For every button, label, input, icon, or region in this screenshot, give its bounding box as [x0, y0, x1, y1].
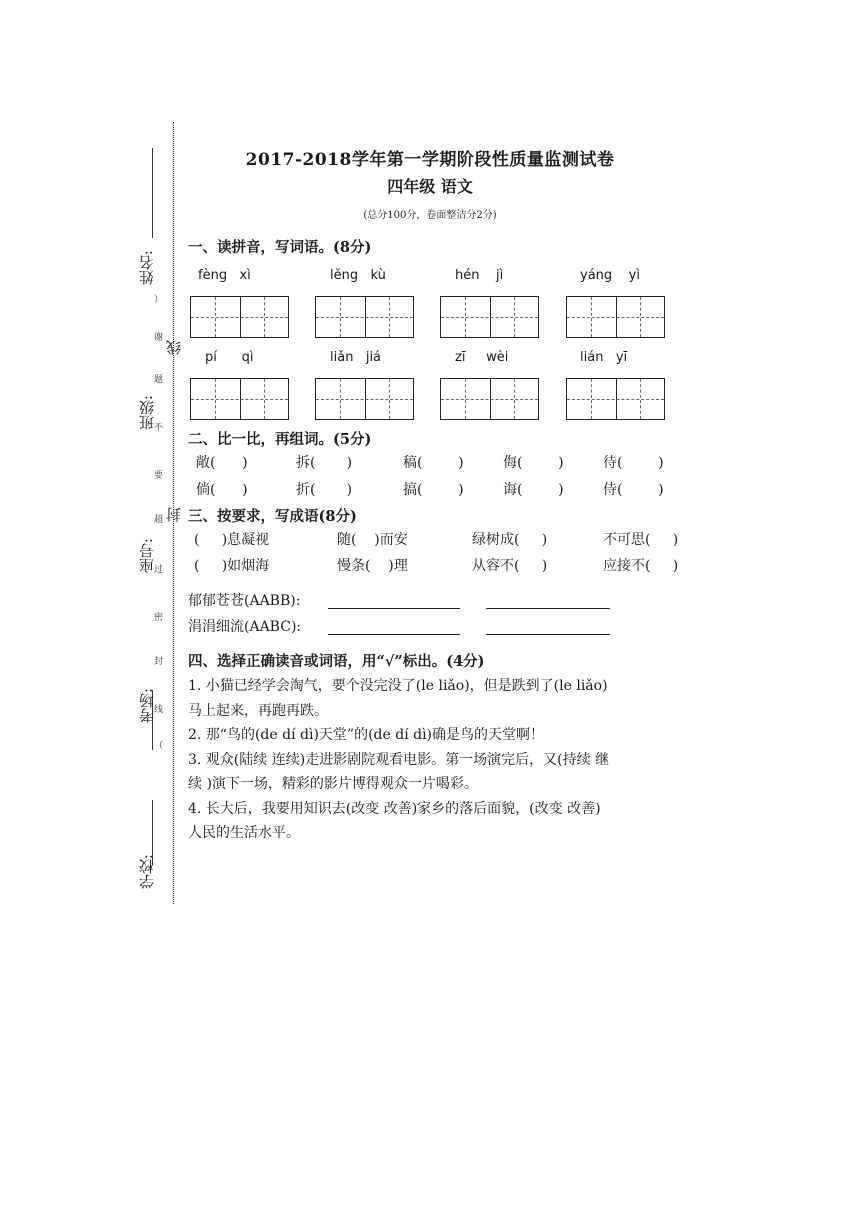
compare-item: 搞( ) — [403, 482, 464, 498]
score-note: (总分100分，卷面整洁分2分) — [363, 210, 497, 221]
seal-note-char: 要 — [154, 471, 164, 481]
name-write-line — [152, 148, 153, 238]
seal-note-char: 超 — [154, 515, 164, 525]
compare-item: 待( ) — [603, 455, 664, 471]
aabb-label: 郁郁苍苍(AABB): — [188, 593, 301, 609]
aabc-answer-blank[interactable] — [328, 616, 460, 635]
compare-item: 折( ) — [296, 482, 353, 498]
seal-note-char: ） — [154, 295, 164, 305]
school-label: 学校: — [138, 854, 156, 890]
seal-note-char: 密 — [154, 613, 164, 623]
pinyin-label: fèng xì — [198, 268, 251, 283]
aabb-answer-blank[interactable] — [328, 590, 460, 609]
writing-grid[interactable] — [566, 378, 665, 420]
seal-note-char: 题 — [154, 375, 164, 385]
aabc-answer-blank[interactable] — [486, 616, 610, 635]
idiom-item: 不可思( ) — [603, 532, 679, 548]
section3-heading: 三、按要求，写成语(8分) — [188, 508, 357, 525]
question-line: 续 )演下一场，精彩的影片博得观众一片喝彩。 — [188, 776, 478, 792]
question-line: 人民的生活水平。 — [188, 825, 300, 841]
pinyin-label: lěng kù — [330, 268, 386, 283]
section2-heading: 二、比一比，再组词。(5分) — [188, 431, 372, 448]
section4-heading: 四、选择正确读音或词语，用“√”标出。(4分) — [188, 653, 485, 670]
section1-heading: 一、读拼音，写词语。(8分) — [188, 239, 372, 256]
compare-item: 拆( ) — [296, 455, 353, 471]
seal-note-char: （ — [154, 741, 164, 751]
pinyin-label: liǎn jiá — [330, 350, 382, 365]
compare-item: 倘( ) — [196, 482, 248, 498]
seal-note-char: 不 — [154, 423, 164, 433]
compare-item: 侍( ) — [603, 482, 664, 498]
idiom-item: 应接不( ) — [603, 558, 679, 574]
writing-grid[interactable] — [190, 378, 289, 420]
idiom-item: 随( )而安 — [337, 532, 408, 548]
section4-questions — [188, 674, 718, 846]
idiom-item: ( )息凝视 — [194, 532, 270, 548]
seal-note-char: 过 — [154, 565, 164, 575]
pinyin-label: lián yī — [580, 350, 628, 365]
writing-grid[interactable] — [566, 296, 665, 338]
writing-grid[interactable] — [440, 378, 539, 420]
class-label: 班级: — [138, 395, 156, 431]
pinyin-label: yáng yì — [580, 268, 640, 283]
idiom-item: 慢条( )理 — [337, 558, 408, 574]
aabb-answer-blank[interactable] — [486, 590, 610, 609]
name-label: 姓名: — [138, 250, 156, 286]
writing-grid[interactable] — [315, 378, 414, 420]
compare-item: 敞( ) — [196, 455, 248, 471]
seal-note-char: 封 — [154, 657, 164, 667]
seal-note-char: 谢 — [154, 333, 164, 343]
idiom-item: ( )如烟海 — [194, 558, 270, 574]
aabc-label: 涓涓细流(AABC): — [188, 619, 302, 635]
exam-subtitle: 四年级 语文 — [387, 177, 473, 196]
idiom-item: 绿树成( ) — [472, 532, 548, 548]
pinyin-label: pí qì — [205, 350, 254, 365]
writing-grid[interactable] — [315, 296, 414, 338]
compare-item: 稿( ) — [403, 455, 464, 471]
idiom-item: 从容不( ) — [472, 558, 548, 574]
writing-grid[interactable] — [440, 296, 539, 338]
room-label: 考场: — [138, 688, 156, 724]
question-line: 2. 那“鸟的(de dí dì)天堂”的(de dí dì)确是鸟的天堂啊！ — [188, 727, 545, 743]
question-line: 马上起来，再跑再跌。 — [188, 702, 328, 719]
compare-item: 侮( ) — [503, 455, 564, 471]
line-label: 线 — [165, 340, 183, 355]
seal-label: 封 — [165, 507, 183, 522]
pinyin-label: zī wèi — [455, 350, 509, 365]
question-line: 4. 长大后，我要用知识去(改变 改善)家乡的落后面貌，(改变 改善) — [188, 800, 601, 817]
seat-label: 座号: — [138, 538, 156, 574]
compare-item: 诲( ) — [503, 482, 564, 498]
seal-note-char: 线 — [154, 705, 164, 715]
pinyin-label: hén jì — [455, 268, 504, 283]
writing-grid[interactable] — [190, 296, 289, 338]
question-line: 1. 小猫已经学会淘气，要个没完没了(le liǎo)，但是跌到了(le liǎo) — [188, 678, 608, 694]
question-line: 3. 观众(陆续 连续)走进影剧院观看电影。第一场演完后，又(持续 继 — [188, 751, 610, 768]
exam-title: 2017-2018学年第一学期阶段性质量监测试卷 — [245, 150, 615, 170]
